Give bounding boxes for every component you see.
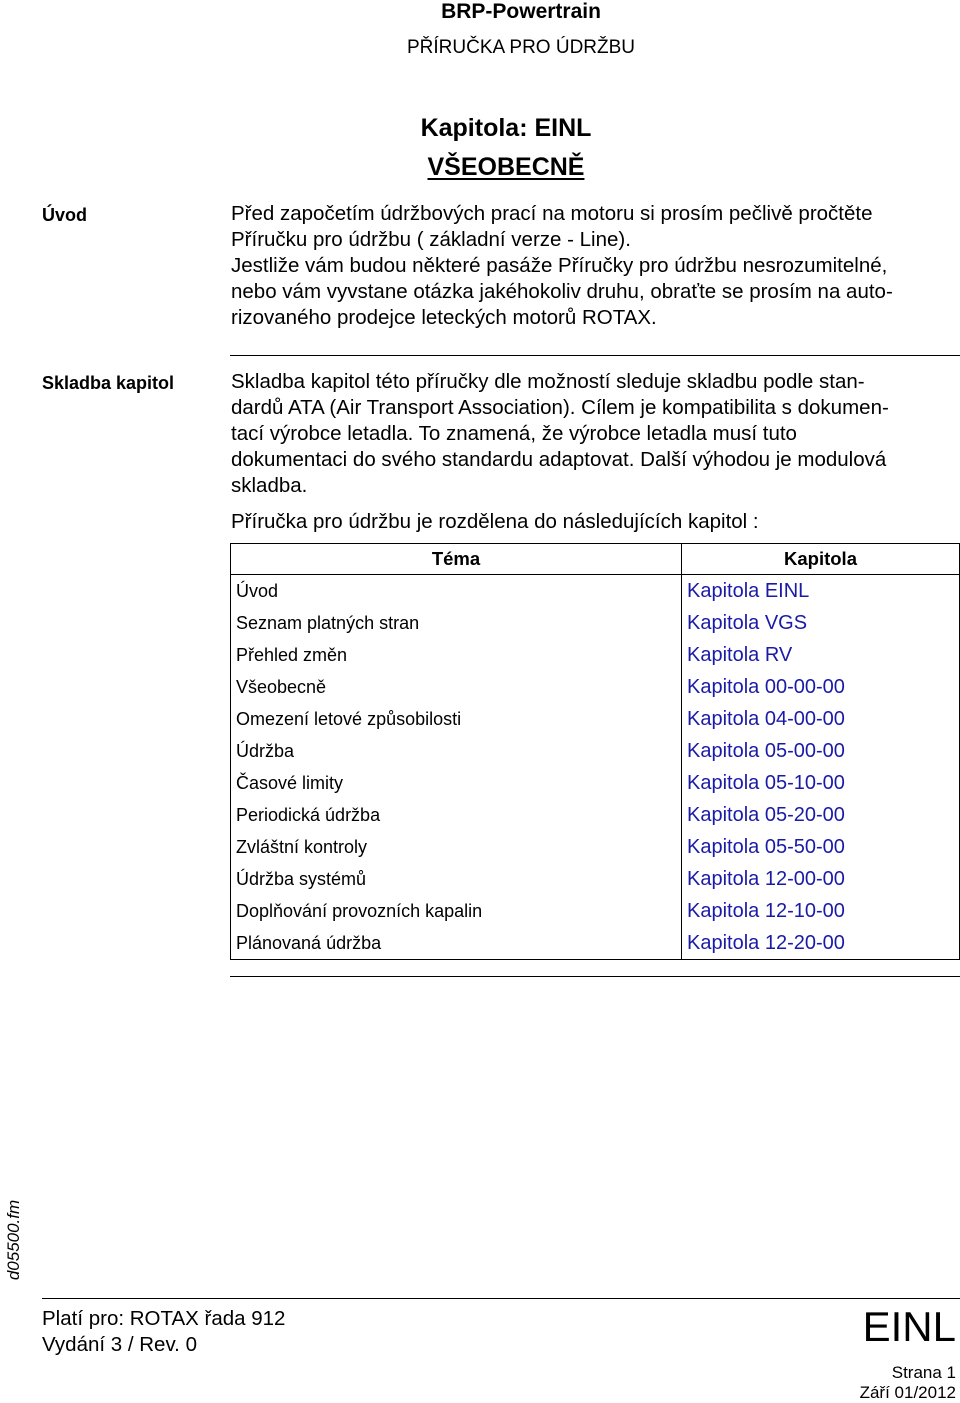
file-name-vertical [2,1190,26,1290]
structure-label: Skladba kapitol [42,373,175,393]
structure-line: skladba. [231,474,308,497]
intro-line: rizovaného prodejce leteckých motorů ROTAX. [231,306,657,329]
topic-cell: Časové limity [231,767,682,799]
topic-cell: Zvláštní kontroly [231,831,682,863]
footer-chapter-code: EINL [862,1303,956,1350]
footer-divider [42,1298,960,1299]
table-row [231,927,960,960]
table-row [231,575,960,608]
chapter-link[interactable]: Kapitola 05-20-00 [682,799,960,831]
structure-line: dokumentaci do svého standardu adaptovat. Další výhodou je modulová [231,448,887,471]
table-intro: Příručka pro údržbu je rozdělena do následujících kapitol : [231,510,759,533]
table-row [231,831,960,863]
table-row [231,639,960,671]
section-divider [230,355,960,356]
chapter-link[interactable]: Kapitola 12-00-00 [682,863,960,895]
table-end-divider [230,976,960,977]
chapter-link[interactable]: Kapitola 05-50-00 [682,831,960,863]
column-header-chapter: Kapitola [682,544,960,575]
table-row [231,703,960,735]
column-header-topic: Téma [231,544,682,575]
topic-cell: Omezení letové způsobilosti [231,703,682,735]
table-row [231,767,960,799]
structure-line: tací výrobce letadla. To znamená, že výrobce letadla musí tuto [231,422,797,445]
topic-cell: Údržba systémů [231,863,682,895]
intro-line: Jestliže vám budou některé pasáže Příručky pro údržbu nesrozumitelné, [231,254,888,277]
intro-line: Příručku pro údržbu ( základní verze - Line). [231,228,631,251]
brand-title: BRP-Powertrain [441,0,601,23]
table-row [231,895,960,927]
chapter-link[interactable]: Kapitola 04-00-00 [682,703,960,735]
structure-paragraph [231,369,960,499]
topic-cell: Úvod [231,575,682,608]
footer-edition: Vydání 3 / Rev. 0 [42,1333,197,1356]
chapter-link[interactable]: Kapitola EINL [682,575,960,608]
topic-cell: Periodická údržba [231,799,682,831]
intro-line: Před započetím údržbových prací na motoru si prosím pečlivě pročtěte [231,202,873,225]
table-row [231,607,960,639]
chapter-link[interactable]: Kapitola RV [682,639,960,671]
chapter-link[interactable]: Kapitola VGS [682,607,960,639]
structure-line: dardů ATA (Air Transport Association). Cílem je kompatibilita s dokumen- [231,396,889,419]
footer-valid-for: Platí pro: ROTAX řada 912 [42,1307,286,1330]
topic-cell: Údržba [231,735,682,767]
table-row [231,735,960,767]
footer-page-number: Strana 1 [891,1363,956,1382]
chapter-title: Kapitola: EINL [420,114,592,142]
topic-cell: Seznam platných stran [231,607,682,639]
table-header-row [231,544,960,575]
chapter-link[interactable]: Kapitola 00-00-00 [682,671,960,703]
table-row [231,863,960,895]
topic-cell: Plánovaná údržba [231,927,682,960]
chapter-link[interactable]: Kapitola 12-20-00 [682,927,960,960]
table-row [231,799,960,831]
chapter-link[interactable]: Kapitola 05-00-00 [682,735,960,767]
file-name-text: d05500.fm [4,1199,23,1281]
footer-date: Září 01/2012 [859,1383,956,1402]
structure-line: Skladba kapitol této příručky dle možností sleduje skladbu podle stan- [231,370,865,393]
chapter-link[interactable]: Kapitola 05-10-00 [682,767,960,799]
intro-label: Úvod [42,205,87,225]
topic-cell: Všeobecně [231,671,682,703]
topic-cell: Doplňování provozních kapalin [231,895,682,927]
chapter-link[interactable]: Kapitola 12-10-00 [682,895,960,927]
topic-cell: Přehled změn [231,639,682,671]
table-row [231,671,960,703]
chapter-table [230,543,960,960]
intro-paragraph [231,201,960,331]
section-title: VŠEOBECNĚ [427,153,585,181]
manual-title: PŘÍRUČKA PRO ÚDRŽBU [406,37,636,58]
intro-line: nebo vám vyvstane otázka jakéhokoliv druhu, obraťte se prosím na auto- [231,280,893,303]
